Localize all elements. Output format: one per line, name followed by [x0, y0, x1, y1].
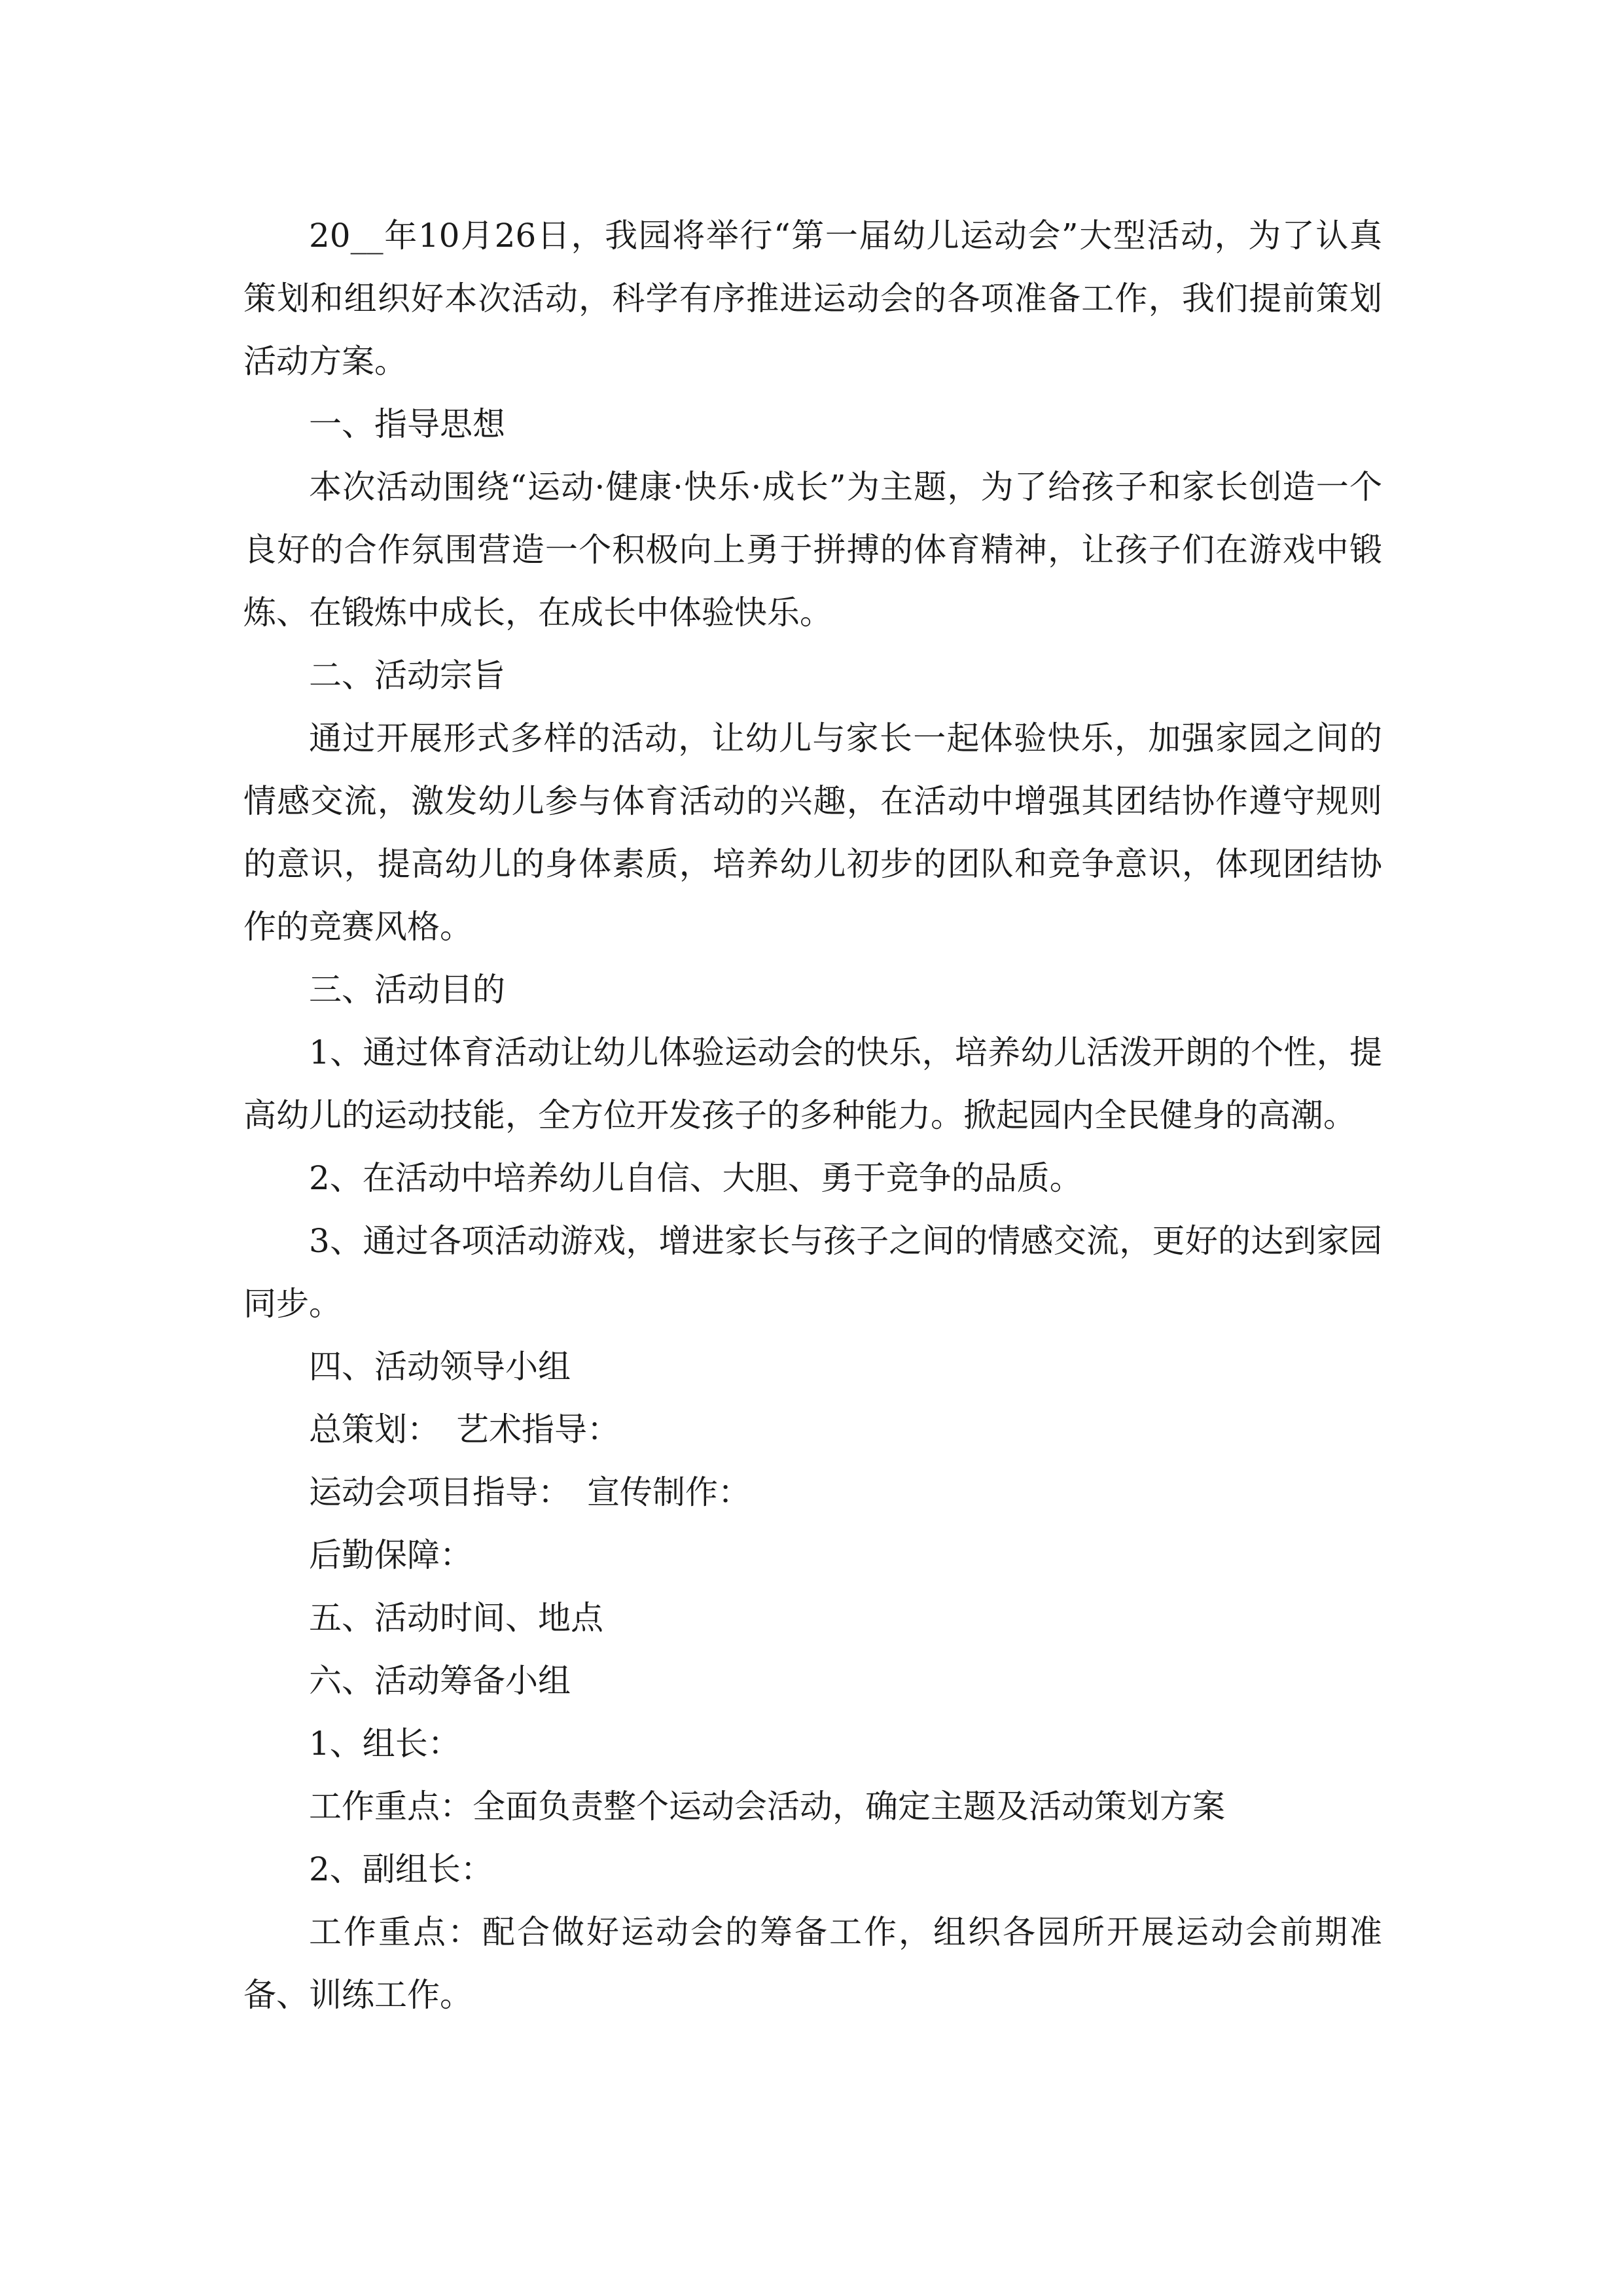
leadership-line-2: 运动会项目指导： 宣传制作：: [309, 1473, 751, 1511]
section-heading-leadership: 四、活动领导小组: [309, 1348, 571, 1386]
preparation-leader-duty: 工作重点：全面负责整个运动会活动，确定主题及活动策划方案: [309, 1787, 1225, 1825]
leadership-line-3: 后勤保障：: [309, 1536, 473, 1574]
section-heading-preparation: 六、活动筹备小组: [309, 1662, 571, 1700]
section-heading-time-place: 五、活动时间、地点: [309, 1599, 603, 1637]
leadership-line-1: 总策划： 艺术指导：: [309, 1410, 620, 1448]
guiding-thought-paragraph: 本次活动围绕“运动·健康·快乐·成长”为主题，为了给孩子和家长创造一个良好的合作氛围营造一个积极向上勇于拼搏的体育精神，让孩子们在游戏中锻炼、在锻炼中成长，在成长中体验快乐。: [243, 468, 1382, 632]
section-heading-guiding-thought: 一、指导思想: [309, 405, 505, 443]
section-heading-purpose: 二、活动宗旨: [309, 656, 505, 694]
intro-paragraph: 20__年10月26日，我园将举行“第一届幼儿运动会”大型活动，为了认真策划和组织好本次活动，科学有序推进运动会的各项准备工作，我们提前策划活动方案。: [243, 217, 1382, 380]
purpose-paragraph: 通过开展形式多样的活动，让幼儿与家长一起体验快乐，加强家园之间的情感交流，激发幼儿参与体育活动的兴趣，在活动中增强其团结协作遵守规则的意识，提高幼儿的身体素质，培养幼儿初步的团队和竞争意识，体现团结协作的竞赛风格。: [243, 719, 1382, 946]
preparation-deputy-duty: 工作重点：配合做好运动会的筹备工作，组织各园所开展运动会前期准备、训练工作。: [243, 1913, 1382, 2014]
preparation-deputy: 2、副组长：: [309, 1850, 493, 1888]
goal-item-3: 3、通过各项活动游戏，增进家长与孩子之间的情感交流，更好的达到家园同步。: [243, 1222, 1382, 1323]
goal-item-1: 1、通过体育活动让幼儿体验运动会的快乐，培养幼儿活泼开朗的个性，提高幼儿的运动技能，全方位开发孩子的多种能力。掀起园内全民健身的高潮。: [243, 1033, 1382, 1134]
goal-item-2: 2、在活动中培养幼儿自信、大胆、勇于竞争的品质。: [309, 1159, 1082, 1197]
document-body: [243, 204, 1382, 2026]
preparation-leader: 1、组长：: [309, 1725, 461, 1763]
section-heading-goals: 三、活动目的: [309, 971, 505, 1009]
